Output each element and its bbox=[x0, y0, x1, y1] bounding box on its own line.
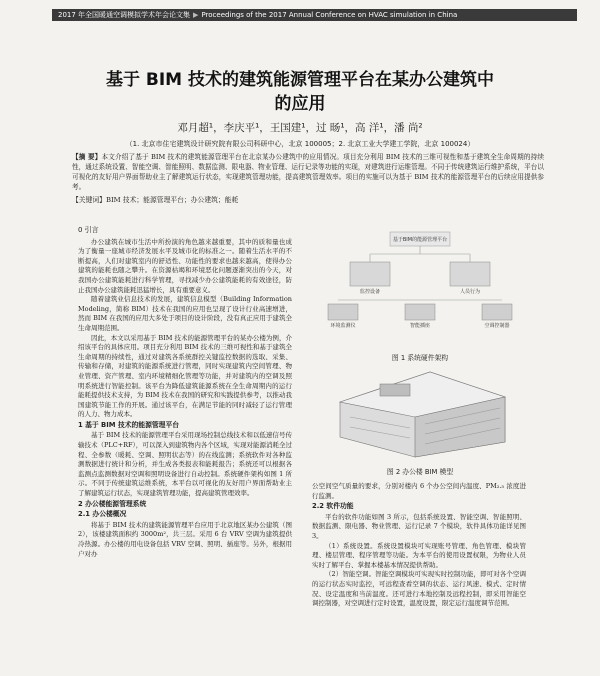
abstract-text: 本文介绍了基于 BIM 技术的建筑能源管理平台在北京某办公建筑中的应用情况。项目充分利用 BIM 技术的三维可视性和基于建筑全生命周期的持续性，通过系统设置、智能空调、智能照明、数据监测、限电器、物业管理、运行记录等功能的实现，对建筑进行运维管理。不同于传统建筑运行维护系统，平台以可视化的友好用户界面帮助业主了解建筑运行状态，实现建筑管理功能，提高建筑管理效率。项目的实施可以为基于 BIM 技术的能源管理平台的后续应用提供参考。 bbox=[72, 153, 544, 191]
abstract-label: 【摘 要】 bbox=[72, 153, 102, 161]
bim-model-figure bbox=[320, 362, 520, 460]
mid-left-label: 监控设备 bbox=[359, 289, 381, 295]
platform-label: 基于BIM的能源管理平台 bbox=[392, 237, 448, 243]
section-2-heading: 2 办公楼能源管理系统 bbox=[78, 499, 147, 508]
paragraph: 基于 BIM 技术的能源管理平台采用现场控制总线技术和以低速信号传输技术（PLC+RF），可以深入到建筑物内各个区域，实现对能源消耗全过程、全参数（暖耗、空调、照明状态等）的在线监测；系统软件对各种监测数据进行统计和分析，并生成各类报表和能耗报告；系统还可以根据各监测点监测数据对空调和照明设备进行自动控制。系统硬件架构如图 1 所示。不同于传统建筑运维系统，本平台以可视化的友好用户界面帮助业主了解建筑运行状态，实现建筑管理功能，提高建筑管理效率。 bbox=[78, 431, 292, 498]
right-column bbox=[312, 482, 526, 609]
title-line-1: 基于 BIM 技术的建筑能源管理平台在某办公建筑中 bbox=[105, 70, 495, 90]
env-monitor-icon bbox=[328, 304, 358, 320]
left-column bbox=[78, 225, 292, 559]
section-2-1-heading: 2.1 办公楼概况 bbox=[78, 510, 127, 519]
user-behavior-icon bbox=[450, 262, 490, 286]
affiliation: （1. 北京市住宅建筑设计研究院有限公司科研中心，北京 100005；2. 北京工业大学建工学院，北京 100024） bbox=[125, 140, 475, 148]
paragraph: （1）系统设置。系统设置模块可实现账号管理、角色管理、模块管理、楼层管理、程序管理等功能。为本平台的使用设置权限，为物业人员实时了解平台、掌握本楼基本情况提供帮助。 bbox=[312, 541, 526, 569]
paragraph: （2）智能空调。智能空调模块可实现实时控制功能，即可对各个空调的运行状态实时监控，可远程查看空调的状态、运行风速、模式、定时情况、设定温度和当前温度。还可进行本地控制及远程控制，即采用智能空调控制器，对空调进行定时设置，温度设置，限定运行温度调节范围。 bbox=[312, 570, 526, 608]
smart-socket-icon bbox=[405, 304, 435, 320]
keywords-label: 【关键词】 bbox=[72, 196, 106, 204]
system-architecture-figure bbox=[318, 230, 522, 330]
section-2-2-heading: 2.2 软件功能 bbox=[312, 502, 354, 511]
paragraph: 因此，本文以采用基于 BIM 技术的能源管理平台的某办公楼为例，介绍该平台的具体应用。项目充分利用 BIM 技术的三维可视性和基于建筑全生命周期的持续性，通过对建筑各系统群控关键监控数据的选取、采集、传输和存储，对建筑的能源系统进行管理，同时实现建筑内空间管理、物业管理、资产管理、室内环境精细化管理等功能，并对建筑内的空调及照明系统进行智能控制。该平台为降低建筑能源系统在全生命周期内的运行能耗提供技术支持，为 BIM 技术在我国的研究和实践提供参考，以推动我国建筑节能工作的开展。通过该平台，在满足节能的同时减轻了运行管理的人力、物力成本。 bbox=[78, 333, 292, 419]
mid-right-label: 人员行为 bbox=[459, 289, 481, 295]
authors: 邓月超¹，李庆平¹，王国建¹，过 旸¹，高 洋¹，潘 尚² bbox=[177, 122, 423, 134]
bot2-label: 智能插座 bbox=[409, 323, 431, 329]
paper-title bbox=[40, 68, 560, 116]
header-cn: 2017 年全国暖通空调模拟学术年会论文集 bbox=[58, 11, 191, 19]
section-1-heading: 1 基于 BIM 技术的能源管理平台 bbox=[78, 420, 180, 429]
paragraph: 办公建筑在城市生活中所扮演的角色越来越重要，其中的质和量也成为了衡量一座城市经济发展水平及城市化的标准之一。随着生活水平的不断提高，人们对建筑室内的舒适性、功能性的要求也越来越高，使得办公建筑的能耗也随之攀升。在资源枯竭和环境恶化问题逐渐突出的今天，对我国办公建筑能耗进行科学管理，寻找减少办公建筑能耗的有效途径，防止我国办公建筑能耗迅猛增长，具有重要意义。 bbox=[78, 237, 292, 294]
figure-2-caption: 图 2 办公楼 BIM 模型 bbox=[386, 468, 454, 476]
keywords bbox=[72, 195, 544, 205]
section-0-heading: 0 引言 bbox=[78, 226, 99, 234]
bot1-label: 环境监测仪 bbox=[330, 323, 356, 329]
monitor-device-icon bbox=[350, 262, 390, 286]
paragraph: 平台的软件功能如图 3 所示，包括系统设置、智能空调、智能照明、数据监测、限电器、物业管理、运行记录 7 个模块，软件具体功能详见图 3。 bbox=[312, 512, 526, 540]
paragraph: 随着建筑业信息技术的发展，建筑信息模型（Building Information Modeling，简称 BIM）技术在我国的应用也呈现了设计行业高速增进，然而 BIM 在我国的应用大多处于项目的设计阶段，没有真正应用于建筑全生命周期范围。 bbox=[78, 295, 292, 332]
abstract bbox=[72, 152, 544, 192]
paragraph: 公空间空气质量的要求，分别对楼内 6 个办公空间内温度、PM₂.₅ 浓度进行监测。 bbox=[312, 482, 526, 500]
figure-1-caption: 图 1 系统硬件架构 bbox=[391, 354, 449, 362]
bot3-label: 空调控制器 bbox=[484, 323, 510, 329]
header-en: Proceedings of the 2017 Annual Conference on HVAC simulation in China bbox=[201, 11, 458, 19]
keywords-text: BIM 技术；能源管理平台；办公建筑；能耗 bbox=[105, 196, 239, 204]
paragraph: 将基于 BIM 技术的建筑能源管理平台应用于北京地区某办公建筑（图 2），该楼建筑面积约 3000m²，共三层。采用 6 台 VRV 空调为建筑提供冷热源。办公楼的用电设备包括 VRV 空调、照明、插座等。另外，根据用户对办 bbox=[78, 520, 292, 558]
roof-equipment bbox=[380, 384, 410, 396]
ac-controller-icon bbox=[482, 304, 512, 320]
title-line-2: 的应用 bbox=[274, 94, 326, 114]
running-header: 2017 年全国暖通空调模拟学术年会论文集 ▶ Proceedings of the 2017 Annual Conference on HVAC simulation in China bbox=[52, 9, 577, 21]
